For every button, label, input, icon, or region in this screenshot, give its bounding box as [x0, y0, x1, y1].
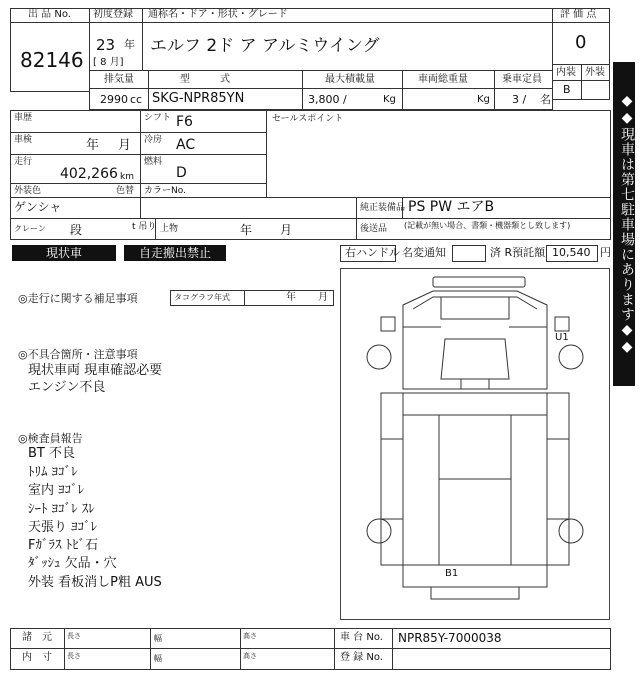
fuel-value: D [176, 165, 187, 181]
name-change-box [452, 245, 486, 262]
no-self-drive-badge: 自走搬出禁止 [124, 245, 226, 261]
tacho-label: タコグラフ年式 [174, 293, 230, 302]
grade-label: 評 価 点 [560, 9, 597, 20]
lot-number-label: 出 品 No. [28, 9, 71, 20]
crane-load-unit: t 吊り [132, 222, 157, 232]
color-value: ゲンシャ [14, 200, 62, 214]
mileage-unit: km [120, 172, 134, 182]
recycle-label: 済 R預託額 [490, 246, 546, 259]
displacement-value: 2990 [100, 93, 128, 106]
body-year-unit: 年 [240, 223, 253, 237]
gross-weight-unit: Kg [477, 94, 490, 105]
width-label-2: 幅 [154, 654, 162, 663]
damage-mark-b1: B1 [445, 568, 459, 579]
history-label: 車歴 [14, 113, 33, 123]
height-label-1: 高さ [243, 632, 257, 640]
recycle-amount: 10,540 [552, 246, 591, 259]
inner-dims-row-label: 内 寸 [22, 652, 52, 663]
front-left-wheel-icon [367, 345, 391, 369]
aftermarket-note: (記載が無い場合、書類・機器類とし致します) [404, 221, 571, 230]
current-car-badge: 現状車 [12, 245, 116, 261]
chassis-number: NPR85Y-7000038 [398, 631, 502, 645]
mileage-label: 走行 [14, 157, 33, 167]
crane-steps-unit: 段 [70, 223, 83, 237]
defect-line-2: エンジン不良 [28, 380, 106, 395]
fuel-label: 燃料 [144, 157, 163, 167]
dimensions-table [10, 628, 611, 670]
shift-value: F6 [176, 114, 193, 130]
inspector-line-1: BT 不良 [28, 446, 75, 461]
inspector-line-7: ﾀﾞｯｼｭ 欠品・穴 [28, 556, 117, 571]
max-load-value: 3,800 / [308, 93, 347, 106]
defect-line-1: 現状車両 現車確認必要 [28, 363, 163, 378]
recycle-unit: 円 [600, 246, 611, 259]
inspector-line-6: Fｶﾞﾗｽ ﾄﾋﾞ石 [28, 538, 99, 553]
truck-diagram-frame [340, 268, 610, 620]
lot-number: 82146 [20, 48, 84, 72]
equipment-label: 純正装備品 [360, 203, 406, 213]
ac-label: 冷房 [144, 135, 163, 145]
first-registration-year: 23 [96, 36, 116, 54]
height-label-2: 高さ [243, 652, 257, 660]
exterior-grade-label: 外装 [585, 67, 605, 78]
handle-value: 右ハンドル [345, 246, 400, 259]
capacity-value: 3 / [512, 93, 527, 106]
length-label-1: 長さ [67, 632, 81, 640]
color-change-label: 色替 [116, 186, 135, 196]
inspector-line-5: 天張り ﾖｺﾞﾚ [28, 520, 98, 535]
sales-point-label: セールスポイント [272, 114, 344, 124]
inspector-line-3: 室内 ﾖｺﾞﾚ [28, 483, 85, 498]
length-label-2: 長さ [67, 652, 81, 660]
model-value: SKG-NPR85YN [152, 91, 245, 106]
interior-grade-label: 内装 [556, 67, 576, 78]
ac-value: AC [176, 137, 196, 153]
tacho-month-unit: 月 [318, 292, 328, 303]
model-label: 型 式 [180, 74, 230, 85]
body-month-unit: 月 [280, 223, 293, 237]
color-label: 外装色 [14, 186, 42, 196]
inspection-label: 車検 [14, 135, 33, 145]
inspector-line-8: 外装 看板消しP粗 AUS [28, 575, 162, 590]
first-registration-month: [ 8 月] [93, 57, 124, 68]
truck-outline-diagram [341, 269, 609, 619]
car-name: エルフ 2ド ア アルミウイング [150, 36, 380, 56]
gross-weight-label: 車両総重量 [418, 74, 468, 85]
interior-grade: B [563, 83, 571, 96]
inspector-line-2: ﾄﾘﾑ ﾖｺﾞﾚ [28, 465, 78, 480]
registration-number-label: 登 録 No. [340, 652, 383, 663]
grade-score: 0 [575, 32, 587, 53]
displacement-unit: cc [130, 93, 143, 106]
tacho-year-unit: 年 [286, 292, 296, 303]
defect-notes-title: ◎不具合箇所・注意事項 [18, 348, 138, 361]
damage-mark-u1: U1 [555, 332, 569, 343]
inspector-line-4: ｼｰﾄ ﾖｺﾞﾚ ｽﾚ [28, 502, 95, 517]
inspection-year-unit: 年 [86, 138, 100, 153]
rear-left-wheel-icon [367, 519, 391, 543]
driving-notes-title: ◎走行に関する補足事項 [18, 292, 138, 305]
crane-label: クレーン [14, 224, 46, 233]
capacity-unit: 名 [540, 93, 551, 106]
aftermarket-label: 後送品 [360, 224, 388, 234]
shift-label: シフト [144, 113, 172, 123]
name-change-label: 名変通知 [402, 246, 446, 259]
capacity-label: 乗車定員 [502, 74, 542, 85]
max-load-unit: Kg [383, 94, 396, 105]
front-right-wheel-icon [559, 345, 583, 369]
parking-notice: ◆◆現車は第七駐車場にあります◆◆ [613, 62, 635, 386]
color-code-label: カラーNo. [144, 186, 186, 196]
inspector-report-title: ◎検査員報告 [18, 432, 83, 445]
specs-row-label: 諸 元 [22, 632, 52, 643]
equipment-value: PS PW エアB [408, 199, 495, 215]
displacement-label: 排気量 [104, 74, 134, 85]
chassis-number-label: 車 台 No. [340, 632, 383, 643]
mileage-value: 402,266 [60, 166, 118, 182]
year-unit: 年 [124, 38, 135, 51]
inspection-month-unit: 月 [118, 138, 132, 153]
max-load-label: 最大積載量 [325, 74, 375, 85]
car-name-label: 通称名・ドア・形状・グレード [148, 9, 288, 20]
rear-right-wheel-icon [559, 519, 583, 543]
body-label: 上物 [160, 224, 179, 234]
first-registration-label: 初度登録 [93, 9, 133, 20]
width-label-1: 幅 [154, 634, 162, 643]
